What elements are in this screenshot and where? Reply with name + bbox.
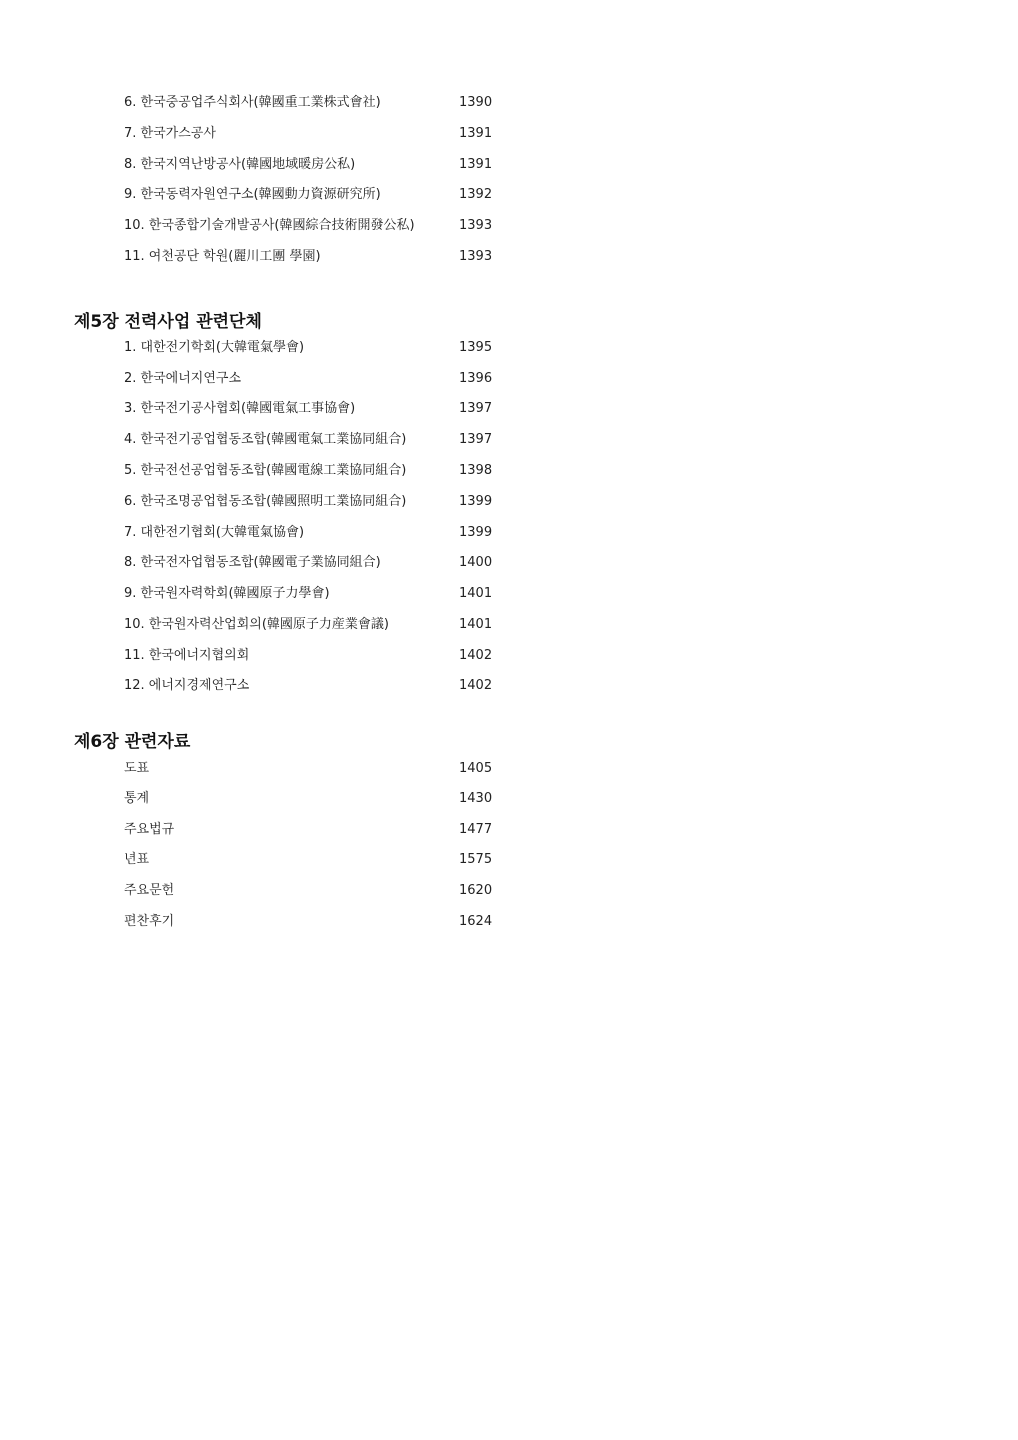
toc-entry-page-number: 1397 bbox=[459, 401, 493, 416]
toc-entry-label: 12. 에너지경제연구소 bbox=[124, 678, 250, 693]
toc-entry-page-number: 1575 bbox=[459, 852, 493, 867]
toc-entry[interactable] bbox=[0, 216, 1018, 236]
toc-entry-label: 11. 여천공단 학원(麗川工團 學園) bbox=[124, 249, 321, 264]
toc-entry-page-number: 1391 bbox=[459, 157, 493, 172]
toc-entry-label: 도표 bbox=[124, 761, 150, 776]
toc-entry-label: 3. 한국전기공사협회(韓國電氣工事協會) bbox=[124, 401, 356, 416]
toc-entry-page-number: 1399 bbox=[459, 494, 493, 509]
toc-entry[interactable] bbox=[0, 369, 1018, 389]
toc-entry[interactable] bbox=[0, 820, 1018, 840]
toc-entry-page-number: 1398 bbox=[459, 463, 493, 478]
toc-entry-label: 주요법규 bbox=[124, 822, 175, 837]
toc-entry-label: 5. 한국전선공업협동조합(韓國電線工業協同組合) bbox=[124, 463, 407, 478]
toc-entry-page-number: 1401 bbox=[459, 617, 493, 632]
toc-entry[interactable] bbox=[0, 881, 1018, 901]
toc-entry[interactable] bbox=[0, 399, 1018, 419]
toc-entry-label: 1. 대한전기학회(大韓電氣學會) bbox=[124, 340, 305, 355]
toc-entry[interactable] bbox=[0, 338, 1018, 358]
toc-entry[interactable] bbox=[0, 492, 1018, 512]
toc-entry-page-number: 1624 bbox=[459, 914, 493, 929]
toc-entry-label: 9. 한국원자력학회(韓國原子力學會) bbox=[124, 586, 330, 601]
toc-entry-label: 4. 한국전기공업협동조합(韓國電氣工業協同組合) bbox=[124, 432, 407, 447]
toc-entry-label: 주요문헌 bbox=[124, 883, 175, 898]
toc-entry-label: 2. 한국에너지연구소 bbox=[124, 371, 241, 386]
toc-entry[interactable] bbox=[0, 646, 1018, 666]
toc-entry[interactable] bbox=[0, 155, 1018, 175]
toc-entry-label: 6. 한국조명공업협동조합(韓國照明工業協同組合) bbox=[124, 494, 407, 509]
toc-entry-label: 7. 대한전기협회(大韓電氣協會) bbox=[124, 525, 305, 540]
toc-entry-page-number: 1390 bbox=[459, 95, 493, 110]
chapter-heading: 제6장 관련자료 bbox=[74, 732, 191, 752]
toc-entry[interactable] bbox=[0, 185, 1018, 205]
toc-entry-label: 8. 한국전자업협동조합(韓國電子業協同組合) bbox=[124, 555, 381, 570]
toc-entry[interactable] bbox=[0, 93, 1018, 113]
chapter-heading: 제5장 전력사업 관련단체 bbox=[74, 312, 262, 332]
toc-entry-label: 7. 한국가스공사 bbox=[124, 126, 216, 141]
toc-entry[interactable] bbox=[0, 247, 1018, 267]
toc-entry-label: 11. 한국에너지협의회 bbox=[124, 648, 250, 663]
toc-entry[interactable] bbox=[0, 461, 1018, 481]
toc-entry-label: 9. 한국동력자원연구소(韓國動力資源研究所) bbox=[124, 187, 381, 202]
toc-entry-page-number: 1620 bbox=[459, 883, 493, 898]
toc-entry-page-number: 1400 bbox=[459, 555, 493, 570]
toc-entry-page-number: 1397 bbox=[459, 432, 493, 447]
toc-entry-page-number: 1393 bbox=[459, 218, 493, 233]
toc-entry-label: 8. 한국지역난방공사(韓國地域暖房公私) bbox=[124, 157, 356, 172]
toc-entry[interactable] bbox=[0, 676, 1018, 696]
toc-entry[interactable] bbox=[0, 850, 1018, 870]
toc-entry[interactable] bbox=[0, 759, 1018, 779]
toc-entry-label: 6. 한국중공업주식회사(韓國重工業株式會社) bbox=[124, 95, 381, 110]
toc-entry[interactable] bbox=[0, 912, 1018, 932]
toc-entry-page-number: 1402 bbox=[459, 648, 493, 663]
toc-entry-label: 통계 bbox=[124, 791, 150, 806]
toc-entry-page-number: 1396 bbox=[459, 371, 493, 386]
toc-entry[interactable] bbox=[0, 615, 1018, 635]
toc-entry-label: 년표 bbox=[124, 852, 150, 867]
toc-entry[interactable] bbox=[0, 789, 1018, 809]
toc-entry-page-number: 1430 bbox=[459, 791, 493, 806]
toc-entry-page-number: 1392 bbox=[459, 187, 493, 202]
toc-entry[interactable] bbox=[0, 430, 1018, 450]
toc-entry-page-number: 1405 bbox=[459, 761, 493, 776]
toc-entry-page-number: 1402 bbox=[459, 678, 493, 693]
toc-entry-label: 편찬후기 bbox=[124, 914, 175, 929]
toc-entry-page-number: 1393 bbox=[459, 249, 493, 264]
toc-entry[interactable] bbox=[0, 584, 1018, 604]
toc-entry-label: 10. 한국종합기술개발공사(韓國綜合技術開發公私) bbox=[124, 218, 415, 233]
toc-entry-page-number: 1395 bbox=[459, 340, 493, 355]
toc-entry-label: 10. 한국원자력산업회의(韓國原子力産業會議) bbox=[124, 617, 389, 632]
toc-entry-page-number: 1477 bbox=[459, 822, 493, 837]
toc-entry[interactable] bbox=[0, 553, 1018, 573]
toc-entry-page-number: 1399 bbox=[459, 525, 493, 540]
toc-entry[interactable] bbox=[0, 523, 1018, 543]
toc-entry-page-number: 1391 bbox=[459, 126, 493, 141]
toc-entry[interactable] bbox=[0, 124, 1018, 144]
toc-entry-page-number: 1401 bbox=[459, 586, 493, 601]
